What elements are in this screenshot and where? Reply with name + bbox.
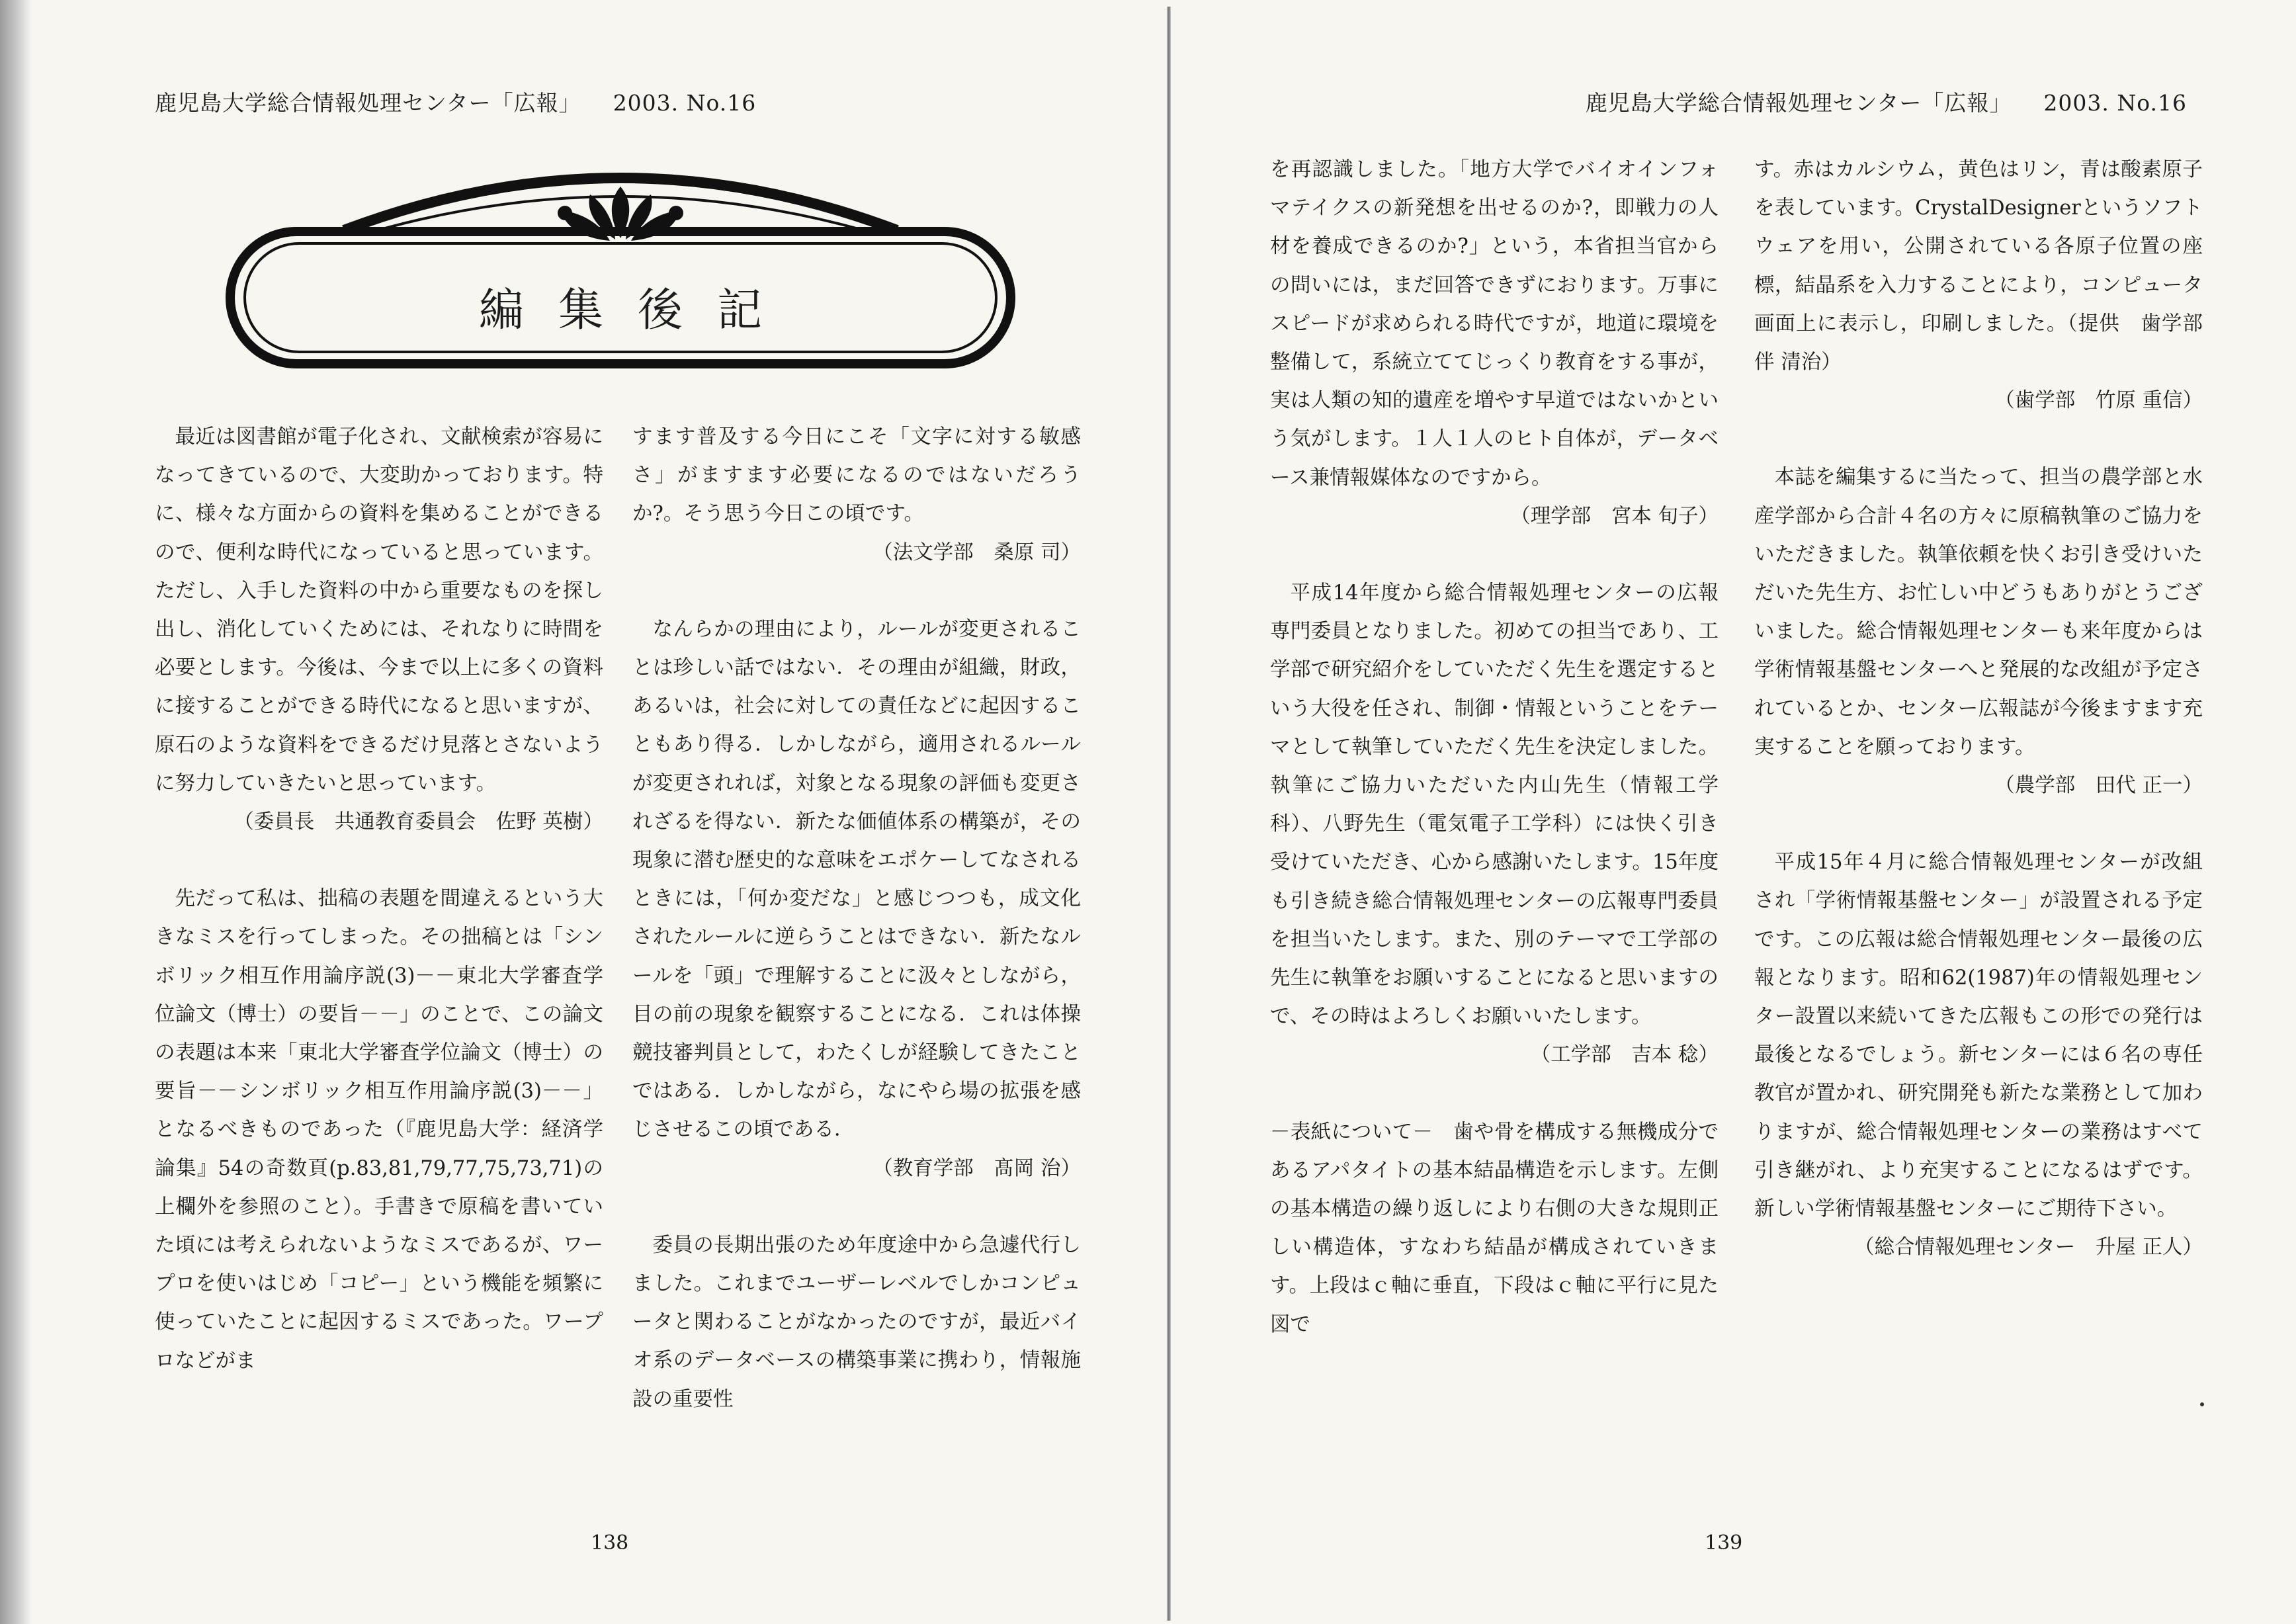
paragraph-gap	[1754, 420, 2203, 458]
right-column-1	[1270, 151, 1719, 1344]
page-number-left: 138	[591, 1531, 629, 1555]
running-header-right	[1586, 86, 2187, 117]
right-column-2	[1754, 151, 2223, 1267]
paragraph-gap	[632, 572, 1081, 611]
paragraph-gap	[632, 1188, 1081, 1226]
paragraph-gap	[1754, 805, 2203, 843]
article-paragraph: 本誌を編集するに当たって、担当の農学部と水産学部から合計４名の方々に原稿執筆のご協力をいただきました。執筆依頼を快くお引き受けいただいた先生方、お忙しい中どうもありがとうございました。総合情報処理センターも来年度からは学術情報基盤センターへと発展的な改組が予定されているとか、センター広報誌が今後ますます充実することを願っております。	[1754, 466, 2203, 759]
header-publication: 鹿児島大学総合情報処理センター「広報」	[1585, 90, 2012, 116]
article-paragraph: 平成15年４月に総合情報処理センターが改組され「学術情報基盤センター」が設置される予定です。この広報は総合情報処理センター最後の広報となります。昭和62(1987)年の情報処理センター設置以来続いてきた広報もこの形での発行は最後となるでしょう。新センターには６名の専任教官が置かれ、研究開発も新たな業務として加わりますが、総合情報処理センターの業務はすべて引き継がれ、より充実することになるはずです。新しい学術情報基盤センターにご期待下さい。	[1754, 851, 2203, 1221]
header-publication: 鹿児島大学総合情報処理センター「広報」	[155, 90, 581, 116]
left-page	[32, 0, 1167, 1624]
title-banner	[191, 152, 1050, 370]
article-paragraph: 先だって私は、拙稿の表題を間違えるという大きなミスを行ってしまった。その拙稿とは「シンボリック相互作用論序説(3)－－東北大学審査学位論文（博士）の要旨－－」のことで、この論文の表題は本来「東北大学審査学位論文（博士）の要旨－－シンボリック相互作用論序説(3)－－」となるべきものであった（『鹿児島大学：経済学論集』54の奇数頁(p.83,81,79,77,75,73,71)の上欄外を参照のこと）。手書きで原稿を書いていた頃には考えられないようなミスであるが、ワープロを使いはじめ「コピー」という機能を頻繁に使っていたことに起因するミスであった。ワープロなどがま	[155, 887, 603, 1373]
left-column-1	[155, 418, 603, 1381]
header-issue: 2003. No.16	[613, 90, 757, 116]
running-header-left	[155, 86, 756, 117]
header-issue: 2003. No.16	[2043, 90, 2187, 116]
paragraph-gap	[155, 841, 603, 880]
right-page	[1172, 0, 2296, 1624]
author-signature: （農学部 田代 正一）	[1994, 774, 2203, 798]
article-paragraph: す。赤はカルシウム，黄色はリン，青は酸素原子を表しています。CrystalDesignerというソフトウェアを用い，公開されている各原子位置の座標，結晶系を入力することにより，コンピュータ画面上に表示し，印刷しました。（提供 歯学部 伴 清治）	[1754, 158, 2223, 374]
article-paragraph: を再認識しました。「地方大学でバイオインフォマテイクスの新発想を出せるのか?，即戦力の人材を養成できるのか?」という，本省担当官からの問いには，まだ回答できずにおります。万事にスピードが求められる時代ですが，地道に環境を整備して，系統立ててじっくり教育をする事が，実は人類の知的遺産を増やす早道ではないかという気がします。１人１人のヒト自体が，データベース兼情報媒体なのですから。	[1270, 158, 1719, 490]
print-speck	[2200, 1402, 2204, 1406]
author-signature: （総合情報処理センター 升屋 正人）	[1854, 1236, 2203, 1260]
paragraph-gap	[1270, 536, 1719, 574]
binding-shadow	[0, 0, 32, 1624]
page-gutter	[1167, 7, 1171, 1621]
author-signature: （委員長 共通教育委員会 佐野 英樹）	[234, 810, 603, 834]
article-paragraph: すます普及する今日にこそ「文字に対する敏感さ」がますます必要になるのではないだろうか?。そう思う今日この頃です。	[632, 425, 1081, 526]
page-title: 編集後記	[478, 284, 796, 337]
author-signature: （法文学部 桑原 司）	[872, 540, 1081, 564]
page-number-right: 139	[1705, 1531, 1743, 1555]
left-column-2	[632, 418, 1081, 1419]
author-signature: （歯学部 竹原 重信）	[1994, 389, 2203, 413]
author-signature: （教育学部 髙岡 治）	[872, 1156, 1081, 1180]
article-paragraph: －表紙について－ 歯や骨を構成する無機成分であるアパタイトの基本結晶構造を示します。左側の基本構造の繰り返しにより右側の大きな規則正しい構造体，すなわち結晶が構成されていきます。上段はｃ軸に垂直，下段はｃ軸に平行に見た図で	[1270, 1120, 1719, 1336]
paragraph-gap	[1270, 1075, 1719, 1113]
article-paragraph: 最近は図書館が電子化され、文献検索が容易になってきているので、大変助かっております。特に、様々な方面からの資料を集めることができるので、便利な時代になっていると思っています。ただし、入手した資料の中から重要なものを探し出し、消化していくためには、それなりに時間を必要とします。今後は、今まで以上に多くの資料に接することができる時代になると思いますが、原石のような資料をできるだけ見落とさないように努力していきたいと思っています。	[155, 425, 603, 795]
article-paragraph: 委員の長期出張のため年度途中から急遽代行しました。これまでユーザーレベルでしかコンピュータと関わることがなかったのですが，最近バイオ系のデータベースの構築事業に携わり，情報施設の重要性	[632, 1233, 1081, 1411]
author-signature: （理学部 宮本 旬子）	[1510, 504, 1719, 528]
author-signature: （工学部 吉本 稔）	[1530, 1043, 1719, 1067]
article-paragraph: なんらかの理由により，ルールが変更されることは珍しい話ではない．その理由が組織，財政，あるいは，社会に対しての責任などに起因することもあり得る．しかしながら，適用されるルールが変更されれば，対象となる現象の評価も変更されざるを得ない．新たな価値体系の構築が，その現象に潜む歴史的な意味をエポケーしてなされるときには，「何か変だな」と感じつつも，成文化されたルールに逆らうことはできない．新たなルールを「頭」で理解することに汲々としながら，目の前の現象を観察することになる．これは体操競技審判員として，わたくしが経験してきたことではある．しかしながら，なにやら場の拡張を感じさせるこの頃である．	[632, 617, 1081, 1142]
article-paragraph: 平成14年度から総合情報処理センターの広報専門委員となりました。初めての担当であり、工学部で研究紹介をしていただく先生を選定するという大役を任され、制御・情報ということをテーマとして執筆していただく先生を決定しました。執筆にご協力いただいた内山先生（情報工学科）、八野先生（電気電子工学科）には快く引き受けていただき、心から感謝いたします。15年度も引き続き総合情報処理センターの広報専門委員を担当いたします。また、別のテーマで工学部の先生に執筆をお願いすることになると思いますので、その時はよろしくお願いいたします。	[1270, 581, 1719, 1029]
